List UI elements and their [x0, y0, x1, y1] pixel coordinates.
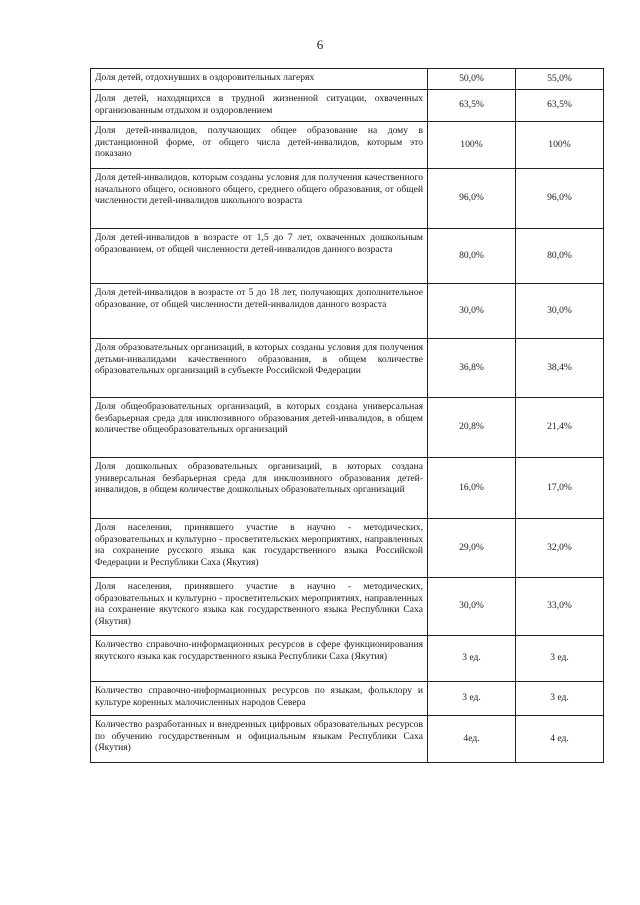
indicator-label: Доля детей-инвалидов, которым созданы условия для получения качественного начального общего, основного общего, среднего общего образования, от общей численности детей-инвалидов школьного возраста	[91, 169, 428, 229]
table-row	[91, 122, 604, 169]
indicator-value-2: 80,0%	[516, 229, 604, 284]
indicator-label: Количество справочно-информационных ресурсов в сфере функционирования якутского языка как государственного языка Республики Саха (Якутия)	[91, 636, 428, 682]
table-row	[91, 90, 604, 122]
indicator-value-2: 100%	[516, 122, 604, 169]
indicator-value-1: 100%	[428, 122, 516, 169]
indicator-value-2: 17,0%	[516, 458, 604, 519]
table-row	[91, 169, 604, 229]
indicator-value-1: 96,0%	[428, 169, 516, 229]
indicator-value-1: 30,0%	[428, 284, 516, 339]
indicator-label: Доля детей-инвалидов, получающих общее образование на дому в дистанционной форме, от общего числа детей-инвалидов, которым это показано	[91, 122, 428, 169]
indicator-value-1: 36,8%	[428, 339, 516, 398]
indicator-value-2: 55,0%	[516, 69, 604, 90]
indicator-value-2: 32,0%	[516, 519, 604, 578]
indicator-value-2: 3 ед.	[516, 682, 604, 716]
table-row	[91, 519, 604, 578]
indicator-label: Количество справочно-информационных ресурсов по языкам, фольклору и культуре коренных малочисленных народов Севера	[91, 682, 428, 716]
table-row	[91, 682, 604, 716]
indicator-label: Доля дошкольных образовательных организаций, в которых создана универсальная безбарьерная среда для инклюзивного образования детей-инвалидов, в общем количестве дошкольных образовательных организаций	[91, 458, 428, 519]
indicator-value-1: 3 ед.	[428, 636, 516, 682]
indicator-value-2: 30,0%	[516, 284, 604, 339]
indicators-table	[90, 68, 604, 763]
indicator-label: Количество разработанных и внедренных цифровых образовательных ресурсов по обучению государственным и официальным языкам Республики Саха (Якутия)	[91, 716, 428, 763]
indicator-label: Доля детей, находящихся в трудной жизненной ситуации, охваченных организованным отдыхом и оздоровлением	[91, 90, 428, 122]
indicator-value-1: 63,5%	[428, 90, 516, 122]
indicator-label: Доля населения, принявшего участие в научно - методических, образовательных и культурно - просветительских мероприятиях, направленных на сохранение якутского языка как государственного языка Республики Саха (Якутия)	[91, 578, 428, 636]
indicator-value-2: 3 ед.	[516, 636, 604, 682]
indicator-value-2: 38,4%	[516, 339, 604, 398]
indicator-value-2: 33,0%	[516, 578, 604, 636]
indicator-label: Доля детей-инвалидов в возрасте от 5 до 18 лет, получающих дополнительное образование, от общей численности детей-инвалидов данного возраста	[91, 284, 428, 339]
indicator-value-2: 4 ед.	[516, 716, 604, 763]
table-row	[91, 284, 604, 339]
indicator-value-1: 3 ед.	[428, 682, 516, 716]
indicator-value-2: 96,0%	[516, 169, 604, 229]
indicator-label: Доля образовательных организаций, в которых созданы условия для получения детьми-инвалидами качественного образования, в общем количестве образовательных организаций в субъекте Российской Федерации	[91, 339, 428, 398]
indicator-value-1: 20,8%	[428, 398, 516, 458]
table-row	[91, 636, 604, 682]
indicator-value-2: 63,5%	[516, 90, 604, 122]
indicator-value-1: 16,0%	[428, 458, 516, 519]
indicator-label: Доля населения, принявшего участие в научно - методических, образовательных и культурно - просветительских мероприятиях, направленных на сохранение русского языка как государственного языка Российской Федерации и Республики Саха (Якутия)	[91, 519, 428, 578]
indicator-value-1: 29,0%	[428, 519, 516, 578]
indicator-label: Доля общеобразовательных организаций, в которых создана универсальная безбарьерная среда для инклюзивного образования детей-инвалидов, в общем количестве общеобразовательных организаций	[91, 398, 428, 458]
indicator-value-1: 4ед.	[428, 716, 516, 763]
indicator-label: Доля детей, отдохнувших в оздоровительных лагерях	[91, 69, 428, 90]
indicator-value-1: 80,0%	[428, 229, 516, 284]
indicator-label: Доля детей-инвалидов в возрасте от 1,5 до 7 лет, охваченных дошкольным образованием, от общей численности детей-инвалидов данного возраста	[91, 229, 428, 284]
indicator-value-2: 21,4%	[516, 398, 604, 458]
table-row	[91, 458, 604, 519]
indicator-value-1: 30,0%	[428, 578, 516, 636]
page-number: 6	[316, 37, 324, 52]
table-row	[91, 578, 604, 636]
table-row	[91, 339, 604, 398]
table-row	[91, 69, 604, 90]
table-row	[91, 398, 604, 458]
indicator-value-1: 50,0%	[428, 69, 516, 90]
table-row	[91, 229, 604, 284]
table-row	[91, 716, 604, 763]
